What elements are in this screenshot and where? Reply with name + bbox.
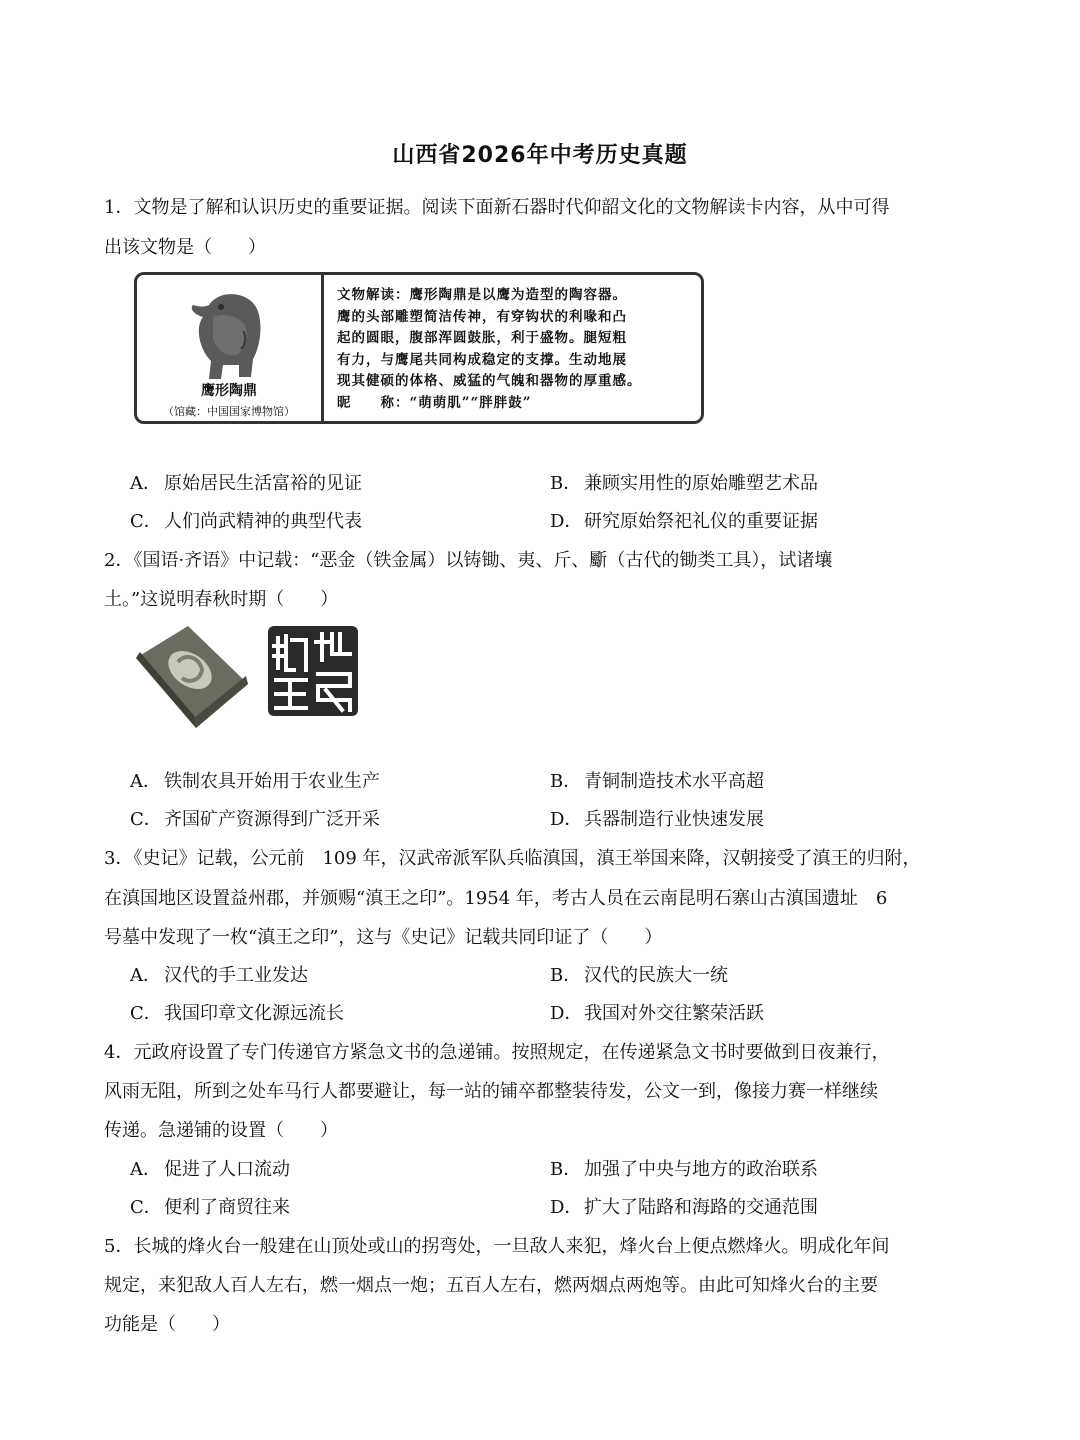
option-letter: B． xyxy=(550,771,582,792)
option-letter: A． xyxy=(130,1159,161,1180)
option-text: 我国对外交往繁荣活跃 xyxy=(584,1003,764,1024)
question-2-option-c[interactable] xyxy=(130,805,380,831)
option-text: 扩大了陆路和海路的交通范围 xyxy=(584,1197,818,1218)
reading-line: 文物解读：鹰形陶鼎是以鹰为造型的陶容器。 xyxy=(337,287,627,303)
option-letter: B． xyxy=(550,965,582,986)
question-4-option-d[interactable] xyxy=(550,1193,818,1219)
question-3-option-d[interactable] xyxy=(550,999,764,1025)
question-1-line-2: 出该文物是（ ） xyxy=(104,237,266,258)
card-divider xyxy=(321,275,324,421)
option-text: 铁制农具开始用于农业生产 xyxy=(164,771,380,792)
reading-line: 起的圆眼，腹部浑圆鼓胀，利于盛物。腿短粗 xyxy=(337,330,627,346)
question-4-option-a[interactable] xyxy=(130,1155,290,1181)
option-text: 加强了中央与地方的政治联系 xyxy=(584,1159,818,1180)
artifact-caption: 鹰形陶鼎 xyxy=(201,383,257,399)
option-letter: D． xyxy=(550,1003,583,1024)
artifact-card xyxy=(134,272,704,424)
option-letter: C． xyxy=(130,511,162,532)
question-4-option-b[interactable] xyxy=(550,1155,818,1181)
reading-line: 现其健硕的体格、威猛的气魄和器物的厚重感。 xyxy=(337,373,642,389)
option-letter: A． xyxy=(130,965,161,986)
question-1-option-a[interactable] xyxy=(130,469,362,495)
reading-line: 有力，与鹰尾共同构成稳定的支撑。生动地展 xyxy=(337,351,627,368)
question-2-option-b[interactable] xyxy=(550,767,764,793)
question-2-option-a[interactable] xyxy=(130,767,380,793)
option-text: 促进了人口流动 xyxy=(164,1159,290,1180)
question-3-option-a[interactable] xyxy=(130,961,308,987)
question-2-line-1: 2．《国语·齐语》中记载：“恶金（铁金属）以铸锄、夷、斤、斸（古代的锄类工具），试诸壤 xyxy=(104,550,833,571)
question-2-option-d[interactable] xyxy=(550,805,764,831)
option-text: 兼顾实用性的原始雕塑艺术品 xyxy=(584,473,818,494)
option-letter: B． xyxy=(550,473,582,494)
option-text: 原始居民生活富裕的见证 xyxy=(164,473,362,494)
option-text: 兵器制造行业快速发展 xyxy=(584,809,764,830)
eagle-tripod-image xyxy=(179,287,279,383)
artifact-nickname: 昵 称：“萌萌肌”“胖胖鼓” xyxy=(337,394,532,411)
option-text: 我国印章文化源远流长 xyxy=(164,1003,344,1024)
option-letter: A． xyxy=(130,771,161,792)
option-letter: C． xyxy=(130,1003,162,1024)
option-letter: A． xyxy=(130,473,161,494)
option-text: 研究原始祭祀礼仪的重要证据 xyxy=(584,511,818,532)
question-1-option-d[interactable] xyxy=(550,507,818,533)
option-text: 便利了商贸往来 xyxy=(164,1197,290,1218)
question-3-line-3: 号墓中发现了一枚“滇王之印”，这与《史记》记载共同印证了（ ） xyxy=(104,927,663,948)
page-title: 山西省2026年中考历史真题 xyxy=(392,143,688,168)
question-1-line-1: 1．文物是了解和认识历史的重要证据。阅读下面新石器时代仰韶文化的文物解读卡内容，从中可得 xyxy=(104,197,890,218)
seal-photo-image xyxy=(130,622,252,732)
question-2-line-2: 土。”这说明春秋时期（ ） xyxy=(104,589,339,610)
option-text: 汉代的手工业发达 xyxy=(164,965,308,986)
option-text: 人们尚武精神的典型代表 xyxy=(164,511,362,532)
artifact-reading xyxy=(337,285,697,414)
question-4-line-1: 4．元政府设置了专门传递官方紧急文书的急递铺。按照规定，在传递紧急文书时要做到日夜兼行， xyxy=(104,1042,890,1063)
question-1-option-b[interactable] xyxy=(550,469,818,495)
option-letter: D． xyxy=(550,511,583,532)
question-4-option-c[interactable] xyxy=(130,1193,290,1219)
option-text: 青铜制造技术水平高超 xyxy=(584,771,764,792)
seal-print-image xyxy=(266,624,360,718)
question-3-line-1: 3．《史记》记载，公元前 109 年，汉武帝派军队兵临滇国，滇王举国来降，汉朝接受了滇王的归附， xyxy=(104,848,921,869)
question-3-option-b[interactable] xyxy=(550,961,728,987)
question-1-option-c[interactable] xyxy=(130,507,362,533)
option-letter: C． xyxy=(130,1197,162,1218)
question-3-option-c[interactable] xyxy=(130,999,344,1025)
option-letter: C． xyxy=(130,809,162,830)
question-3-line-2: 在滇国地区设置益州郡，并颁赐“滇王之印”。1954 年，考古人员在云南昆明石寨山古滇国遗址 6 xyxy=(104,888,888,909)
question-5-line-3: 功能是（ ） xyxy=(104,1314,230,1335)
option-text: 汉代的民族大一统 xyxy=(584,965,728,986)
option-text: 齐国矿产资源得到广泛开采 xyxy=(164,809,380,830)
option-letter: B． xyxy=(550,1159,582,1180)
question-4-line-2: 风雨无阻，所到之处车马行人都要避让，每一站的铺卒都整装待发，公文一到，像接力赛一样继续 xyxy=(104,1081,878,1102)
question-4-line-3: 传递。急递铺的设置（ ） xyxy=(104,1120,338,1141)
option-letter: D． xyxy=(550,1197,583,1218)
artifact-collection: （馆藏：中国国家博物馆） xyxy=(163,405,295,418)
option-letter: D． xyxy=(550,809,583,830)
reading-line: 鹰的头部雕塑简洁传神，有穿钩状的利喙和凸 xyxy=(337,308,627,325)
question-5-line-2: 规定，来犯敌人百人左右，燃一烟点一炮；五百人左右，燃两烟点两炮等。由此可知烽火台的主要 xyxy=(104,1275,878,1296)
question-5-line-1: 5．长城的烽火台一般建在山顶处或山的拐弯处，一旦敌人来犯，烽火台上便点燃烽火。明成化年间 xyxy=(104,1236,890,1257)
